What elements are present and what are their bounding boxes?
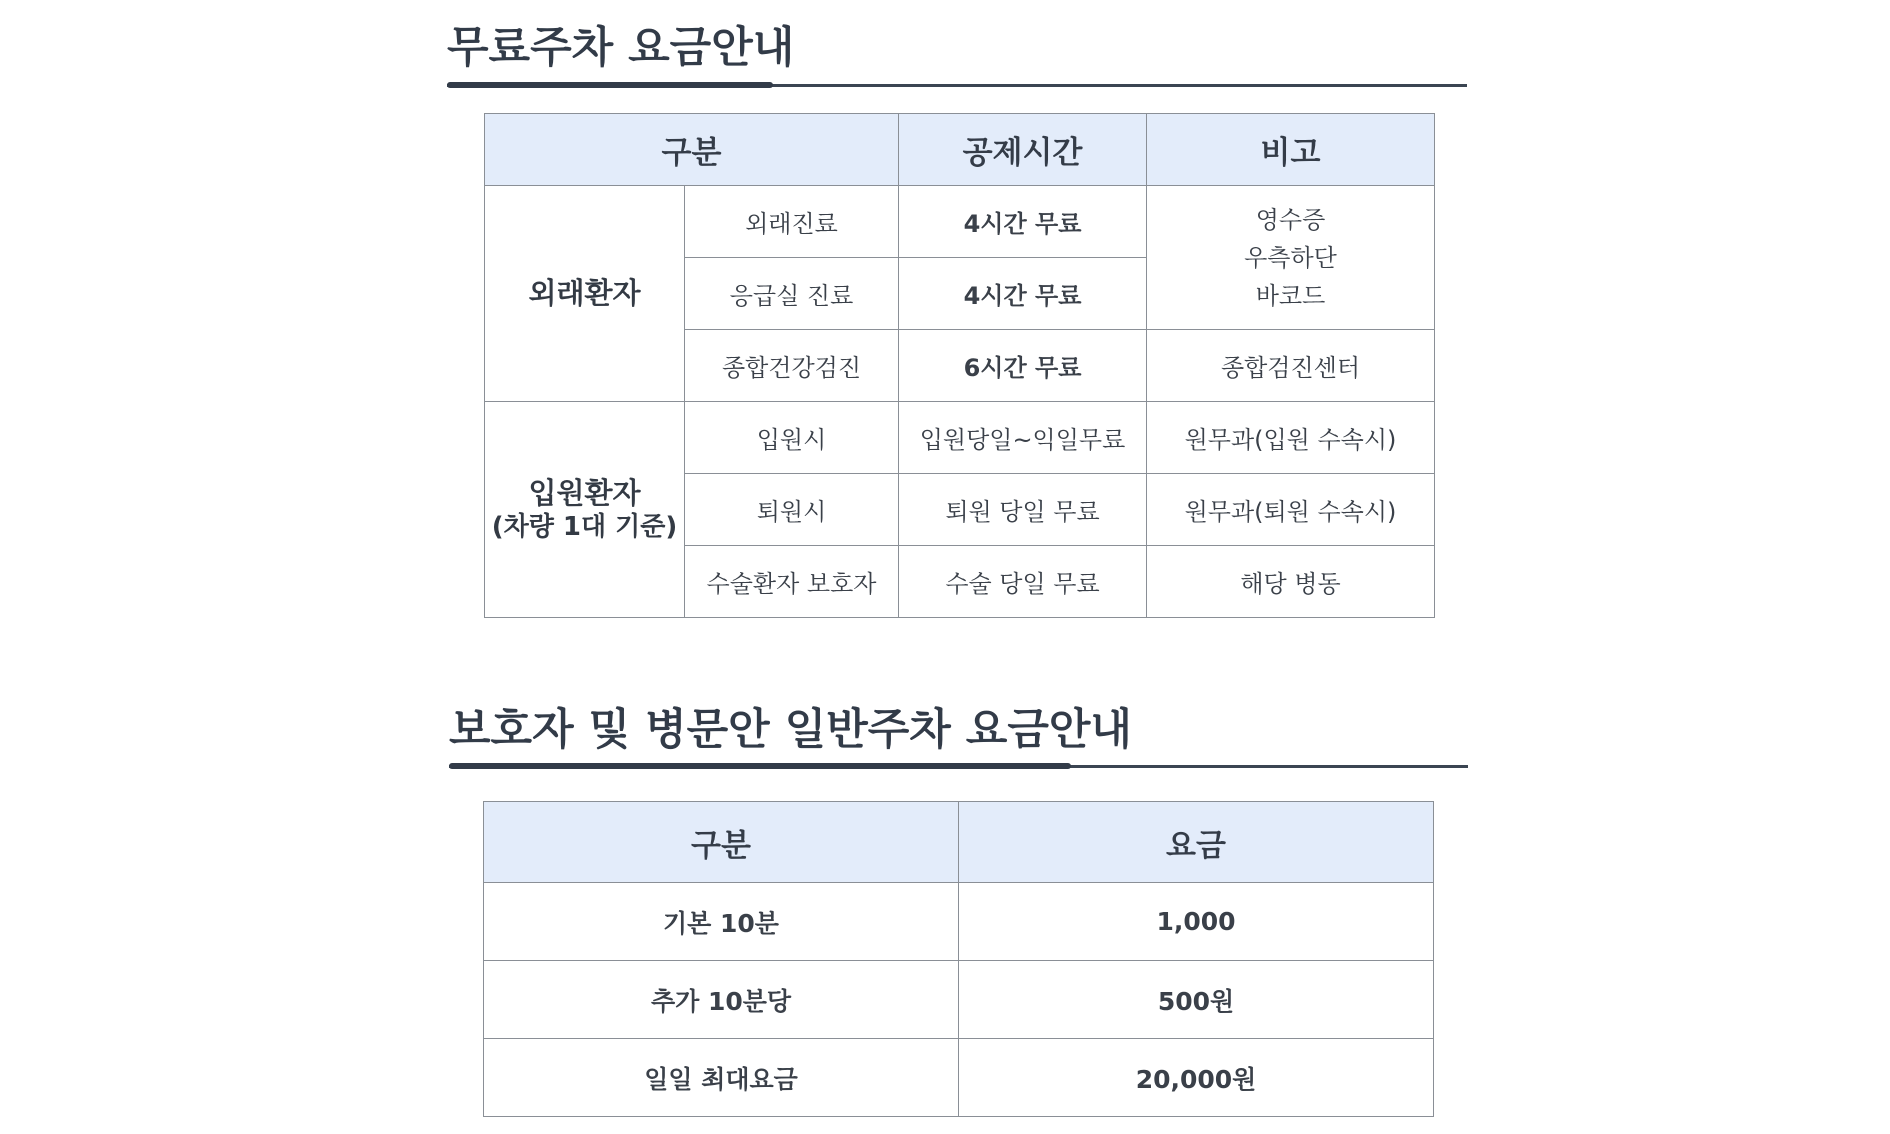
fee-cell: 500원	[959, 961, 1434, 1039]
general-parking-table	[483, 801, 1434, 1117]
item-cell: 일일 최대요금	[484, 1039, 959, 1117]
group-outpatient: 외래환자	[485, 186, 685, 402]
item-cell: 퇴원시	[685, 474, 899, 546]
group-inpatient-label: 입원환자	[528, 476, 641, 511]
time-cell: 4시간 무료	[899, 186, 1147, 258]
item-cell: 기본 10분	[484, 883, 959, 961]
item-cell: 응급실 진료	[685, 258, 899, 330]
header-category: 구분	[485, 114, 899, 186]
general-parking-title-underline	[449, 763, 1071, 769]
time-cell: 6시간 무료	[899, 330, 1147, 402]
table-row	[484, 1039, 1434, 1117]
item-cell: 추가 10분당	[484, 961, 959, 1039]
fee-cell: 20,000원	[959, 1039, 1434, 1117]
time-cell: 입원당일~익일무료	[899, 402, 1147, 474]
note-receipt-barcode	[1147, 186, 1435, 330]
group-inpatient-sublabel: (차량 1대 기준)	[491, 512, 678, 543]
time-cell: 4시간 무료	[899, 258, 1147, 330]
header-note: 비고	[1147, 114, 1435, 186]
note-line: 영수증	[1255, 205, 1326, 234]
header-category: 구분	[484, 802, 959, 883]
table-row	[484, 883, 1434, 961]
table-row	[485, 402, 1435, 474]
item-cell: 수술환자 보호자	[685, 546, 899, 618]
note-cell: 원무과(입원 수속시)	[1147, 402, 1435, 474]
item-cell: 외래진료	[685, 186, 899, 258]
item-cell: 종합건강검진	[685, 330, 899, 402]
header-deduction-time: 공제시간	[899, 114, 1147, 186]
fee-cell: 1,000	[959, 883, 1434, 961]
table-row	[485, 186, 1435, 258]
note-cell: 원무과(퇴원 수속시)	[1147, 474, 1435, 546]
free-parking-title-underline	[447, 82, 773, 88]
free-parking-title: 무료주차 요금안내	[447, 23, 795, 73]
free-parking-table	[484, 113, 1435, 618]
note-line: 바코드	[1255, 281, 1326, 310]
table-header-row	[485, 114, 1435, 186]
time-cell: 수술 당일 무료	[899, 546, 1147, 618]
time-cell: 퇴원 당일 무료	[899, 474, 1147, 546]
note-cell: 해당 병동	[1147, 546, 1435, 618]
note-cell: 종합검진센터	[1147, 330, 1435, 402]
note-line: 우측하단	[1244, 243, 1337, 272]
general-parking-title: 보호자 및 병문안 일반주차 요금안내	[449, 705, 1132, 755]
table-header-row	[484, 802, 1434, 883]
group-inpatient	[485, 402, 685, 618]
header-fee: 요금	[959, 802, 1434, 883]
table-row	[484, 961, 1434, 1039]
item-cell: 입원시	[685, 402, 899, 474]
